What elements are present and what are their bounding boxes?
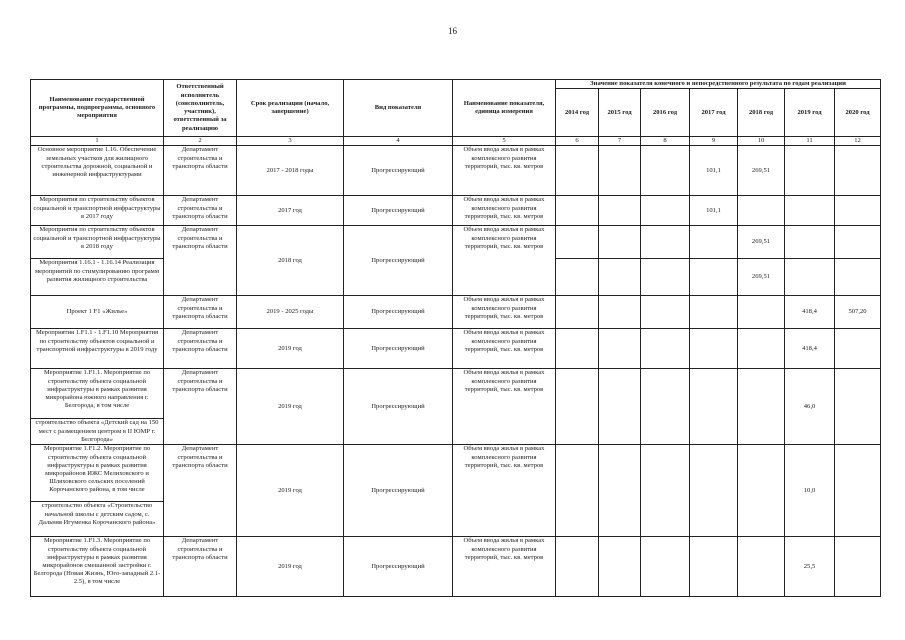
row-value — [556, 369, 599, 445]
row-value — [835, 329, 881, 369]
row-responsible: Департамент строительства и транспорта области — [164, 537, 237, 597]
row-type: Прогрессирующий — [344, 226, 453, 296]
row-value — [599, 537, 641, 597]
column-number: 2 — [164, 137, 237, 146]
row-value — [690, 259, 738, 296]
row-value: 46,0 — [785, 369, 835, 445]
row-type: Прогрессирующий — [344, 296, 453, 329]
row-value — [785, 196, 835, 226]
row-value — [690, 537, 738, 597]
row-indicator: Объем ввода жилья в рамках комплексного развития территорий, тыс. кв. метров — [453, 296, 556, 329]
row-value — [738, 196, 785, 226]
row-value — [835, 369, 881, 445]
row-value — [599, 226, 641, 259]
row-type: Прогрессирующий — [344, 537, 453, 597]
row-value — [835, 445, 881, 537]
header-year: 2016 год — [641, 89, 690, 137]
row-indicator: Объем ввода жилья в рамках комплексного развития территорий, тыс. кв. метров — [453, 226, 556, 296]
column-number: 8 — [641, 137, 690, 146]
row-value — [599, 329, 641, 369]
header-year: 2017 год — [690, 89, 738, 137]
row-value — [556, 445, 599, 537]
row-name: Мероприятия по строительству объектов социальной и транспортной инфраструктуры в 2018 году — [31, 226, 164, 259]
row-value — [641, 146, 690, 196]
row-type: Прогрессирующий — [344, 445, 453, 537]
row-indicator: Объем ввода жилья в рамках комплексного развития территорий, тыс. кв. метров — [453, 537, 556, 597]
row-indicator: Объем ввода жилья в рамках комплексного развития территорий, тыс. кв. метров — [453, 445, 556, 537]
row-name: Мероприятия 1.F1.1 - 1.F1.10 Мероприятия по строительству объектов социальной и транспортной инфраструктуры в 2019 году — [31, 329, 164, 369]
row-value — [641, 226, 690, 259]
row-term: 2019 год — [237, 445, 344, 537]
header-responsible: Ответственный исполнитель (соисполнитель, участник), ответственный за реализацию — [164, 80, 237, 137]
row-value — [738, 369, 785, 445]
row-value — [556, 329, 599, 369]
page-number: 16 — [448, 26, 457, 36]
column-number: 5 — [453, 137, 556, 146]
row-value — [641, 369, 690, 445]
row-responsible: Департамент строительства и транспорта области — [164, 146, 237, 196]
row-value — [641, 537, 690, 597]
row-value — [599, 259, 641, 296]
row-value: 101,1 — [690, 196, 738, 226]
row-value — [835, 226, 881, 259]
row-value — [835, 196, 881, 226]
row-value — [785, 146, 835, 196]
row-indicator: Объем ввода жилья в рамках комплексного развития территорий, тыс. кв. метров — [453, 369, 556, 445]
row-indicator: Объем ввода жилья в рамках комплексного развития территорий, тыс. кв. метров — [453, 146, 556, 196]
row-type: Прогрессирующий — [344, 369, 453, 445]
row-name: Мероприятие 1.F1.3. Мероприятие по строительству объекта социальной инфраструктуры в рамках развития микрорайонов смешанной застройки г. Белгорода (Новая Жизнь, Юго-западный 2.1-2.5), в том числе — [31, 537, 164, 597]
row-value: 10,0 — [785, 445, 835, 537]
row-value — [556, 226, 599, 259]
row-value — [556, 296, 599, 329]
column-number: 7 — [599, 137, 641, 146]
row-term: 2019 - 2025 годы — [237, 296, 344, 329]
row-value — [738, 296, 785, 329]
row-value — [556, 146, 599, 196]
row-name: Мероприятия по строительству объектов социальной и транспортной инфраструктуры в 2017 году — [31, 196, 164, 226]
row-value — [738, 329, 785, 369]
row-value — [599, 369, 641, 445]
row-value: 418,4 — [785, 296, 835, 329]
row-value: 269,51 — [738, 259, 785, 296]
column-number: 3 — [237, 137, 344, 146]
row-value: 25,5 — [785, 537, 835, 597]
row-name: Основное мероприятие 1.16. Обеспечение земельных участков для жилищного строительства дорожной, социальной и инженерной инфраструктурами — [31, 146, 164, 196]
row-value — [835, 537, 881, 597]
column-number-row — [31, 137, 881, 146]
row-indicator: Объем ввода жилья в рамках комплексного развития территорий, тыс. кв. метров — [453, 196, 556, 226]
column-number: 4 — [344, 137, 453, 146]
table-row — [31, 196, 881, 226]
row-value — [641, 259, 690, 296]
row-responsible: Департамент строительства и транспорта области — [164, 196, 237, 226]
row-value — [690, 369, 738, 445]
row-value — [690, 445, 738, 537]
row-name: Проект 1 F1 «Жилье» — [31, 296, 164, 329]
table-row — [31, 226, 881, 259]
row-value — [641, 196, 690, 226]
row-value — [599, 196, 641, 226]
row-term: 2017 год — [237, 196, 344, 226]
row-value: 418,4 — [785, 329, 835, 369]
header-year: 2015 год — [599, 89, 641, 137]
row-responsible: Департамент строительства и транспорта области — [164, 445, 237, 537]
row-name: строительство объекта «Строительство начальной школы с детским садом, с. Дальняя Игуменка Корочанского района» — [31, 502, 164, 537]
row-responsible: Департамент строительства и транспорта области — [164, 226, 237, 296]
row-name: строительство объекта «Детский сад на 150 мест с размещением центром в II ЮМР г. Белгорода» — [31, 419, 164, 445]
column-number: 11 — [785, 137, 835, 146]
column-number: 1 — [31, 137, 164, 146]
row-term: 2019 год — [237, 537, 344, 597]
row-value: 269,51 — [738, 146, 785, 196]
table-row — [31, 369, 881, 419]
row-value — [738, 445, 785, 537]
column-number: 12 — [835, 137, 881, 146]
table-row — [31, 445, 881, 502]
row-indicator: Объем ввода жилья в рамках комплексного развития территорий, тыс. кв. метров — [453, 329, 556, 369]
row-value: 101,1 — [690, 146, 738, 196]
row-term: 2017 - 2018 годы — [237, 146, 344, 196]
row-value — [835, 146, 881, 196]
row-value — [641, 296, 690, 329]
row-name: Мероприятие 1.F1.2. Мероприятие по строительству объекта социальной инфраструктуры в рамках развития микрорайонов ИЖС Мелиховского и Шляховского сельских поселений Корочанского района, в том числе — [31, 445, 164, 502]
row-type: Прогрессирующий — [344, 196, 453, 226]
row-value — [556, 537, 599, 597]
row-value — [738, 537, 785, 597]
row-value: 269,51 — [738, 226, 785, 259]
row-value — [785, 226, 835, 259]
header-year: 2018 год — [738, 89, 785, 137]
table-row — [31, 329, 881, 369]
row-value — [690, 296, 738, 329]
header-values-group: Значение показателя конечного и непосредственного результата по годам реализации — [556, 80, 881, 89]
indicators-table — [30, 79, 881, 597]
column-number: 10 — [738, 137, 785, 146]
row-value — [690, 329, 738, 369]
row-responsible: Департамент строительства и транспорта области — [164, 369, 237, 445]
row-responsible: Департамент строительства и транспорта области — [164, 329, 237, 369]
column-number: 6 — [556, 137, 599, 146]
row-value — [641, 329, 690, 369]
row-value — [599, 445, 641, 537]
row-value — [556, 259, 599, 296]
table-row — [31, 296, 881, 329]
header-year: 2020 год — [835, 89, 881, 137]
header-term: Срок реализации (начало, завершение) — [237, 80, 344, 137]
row-value — [835, 259, 881, 296]
table-row — [31, 146, 881, 196]
row-value — [690, 226, 738, 259]
row-responsible: Департамент строительства и транспорта области — [164, 296, 237, 329]
row-term: 2019 год — [237, 369, 344, 445]
row-term: 2019 год — [237, 329, 344, 369]
row-value — [641, 445, 690, 537]
row-value: 507,20 — [835, 296, 881, 329]
row-value — [599, 146, 641, 196]
row-name: Мероприятие 1.F1.1. Мероприятие по строительству объекта социальной инфраструктуры в рамках развития микрорайона южного направления г. Белгорода, в том числе — [31, 369, 164, 419]
header-year: 2014 год — [556, 89, 599, 137]
header-type: Вид показателя — [344, 80, 453, 137]
row-type: Прогрессирующий — [344, 329, 453, 369]
row-type: Прогрессирующий — [344, 146, 453, 196]
row-name: Мероприятия 1.16.1 - 1.16.14 Реализация мероприятий по стимулированию программ развития жилищного строительства — [31, 259, 164, 296]
row-term: 2018 год — [237, 226, 344, 296]
header-year: 2019 год — [785, 89, 835, 137]
header-indicator: Наименование показателя, единица измерения — [453, 80, 556, 137]
header-name: Наименование государственной программы, подпрограммы, основного мероприятия — [31, 80, 164, 137]
row-value — [785, 259, 835, 296]
row-value — [556, 196, 599, 226]
row-value — [599, 296, 641, 329]
column-number: 9 — [690, 137, 738, 146]
table-row — [31, 537, 881, 597]
